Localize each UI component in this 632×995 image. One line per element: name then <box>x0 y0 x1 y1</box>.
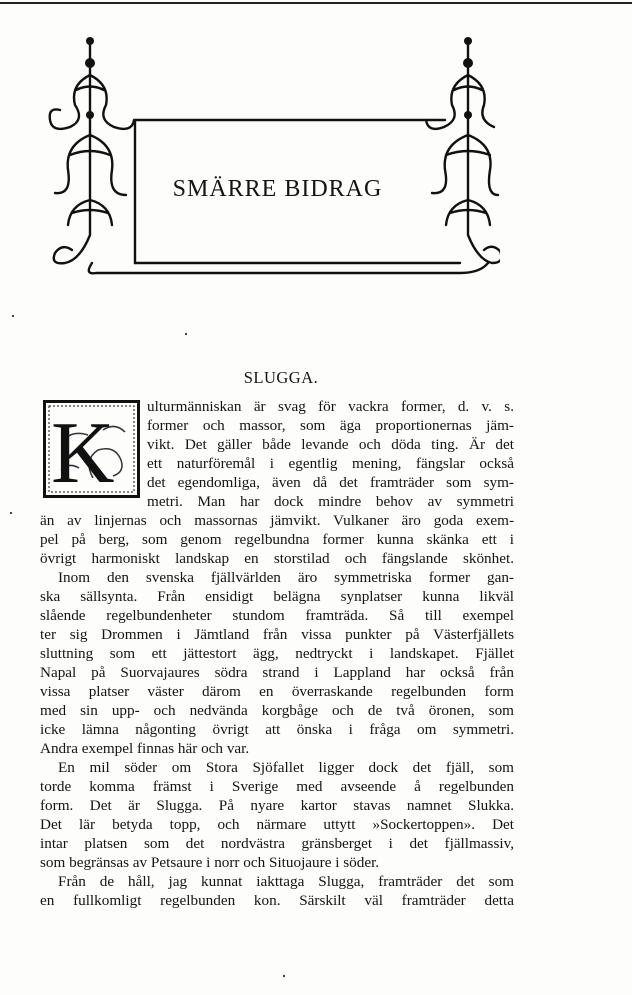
text-line: ska sällsynta. Från ensidigt belägna synplatser kunna likväl <box>40 588 514 605</box>
text-line: ett naturföremål i egentlig mening, fängslar också <box>147 455 514 472</box>
text-line: former och massor, som äga proportionernas jäm- <box>147 417 514 434</box>
header-ornament <box>40 35 500 280</box>
decorated-initial <box>43 400 140 498</box>
text-line: det egendomliga, även då det framträder som sym- <box>147 474 514 491</box>
text-line: metri. Man har dock mindre behov av symmetri <box>147 493 514 510</box>
scan-speck <box>12 315 14 317</box>
text-line: torde komma främst i Sverige med avseende å regelbunden <box>40 778 514 795</box>
text-line: med sin upp- och nedvända korgbåge och de två öronen, som <box>40 702 514 719</box>
text-line: vikt. Det gäller både levande och döda ting. Är det <box>147 436 514 453</box>
top-rule <box>0 2 632 4</box>
text-line: en fullkomligt regelbunden kon. Särskilt väl framträder detta <box>40 892 514 909</box>
text-line: Inom den svenska fjällvärlden äro symmetriska former gan- <box>58 569 514 586</box>
text-line: intar platsen som det nordvästra gränsberget i det fjällmassiv, <box>40 835 514 852</box>
text-line: slående regelbundenheter stundom framträda. Så till exempel <box>40 607 514 624</box>
text-line: vissa platser väster därom en överraskande regelbunden form <box>40 683 514 700</box>
text-line: Från de håll, jag kunnat iakttaga Slugga, framträder det som <box>58 873 514 890</box>
article-title: SLUGGA. <box>243 368 319 387</box>
text-line: Napal på Suorvajaures södra strand i Lappland har också från <box>40 664 514 681</box>
text-line: form. Det är Slugga. På nyare kartor stavas namnet Slukka. <box>40 797 514 814</box>
text-line: Andra exempel finnas här och var. <box>40 740 250 757</box>
initial-frame-icon <box>43 400 140 498</box>
text-line: som begränsas av Petsaure i norr och Situojaure i söder. <box>40 854 380 871</box>
section-heading: SMÄRRE BIDRAG <box>172 176 383 202</box>
text-line: än av linjernas och massornas jämvikt. Vulkaner äro goda exem- <box>40 512 514 529</box>
scan-speck <box>283 975 285 977</box>
text-line: övrigt harmoniskt landskap en storstilad och fängslande skönhet. <box>40 550 514 567</box>
text-line: icke lämna någonting övrigt att önska i fråga om symmetri. <box>40 721 514 738</box>
text-line: sluttning som ett jättestort ägg, nedtryckt i landskapet. Fjället <box>40 645 514 662</box>
scan-speck <box>185 333 187 335</box>
text-line: Det lär betyda topp, och närmare uttytt »Sockertoppen». Det <box>40 816 514 833</box>
text-line: pel på berg, som genom regelbundna former kunna skänka ett i <box>40 531 514 548</box>
svg-text:K: K <box>51 405 115 498</box>
scan-speck <box>10 512 12 514</box>
text-line: ulturmänniskan är svag för vackra former, d. v. s. <box>147 398 514 415</box>
text-line: ter sig Drommen i Jämtland från vissa punkter på Västerfjällets <box>40 626 514 643</box>
text-line: En mil söder om Stora Sjöfallet ligger dock det fjäll, som <box>58 759 514 776</box>
